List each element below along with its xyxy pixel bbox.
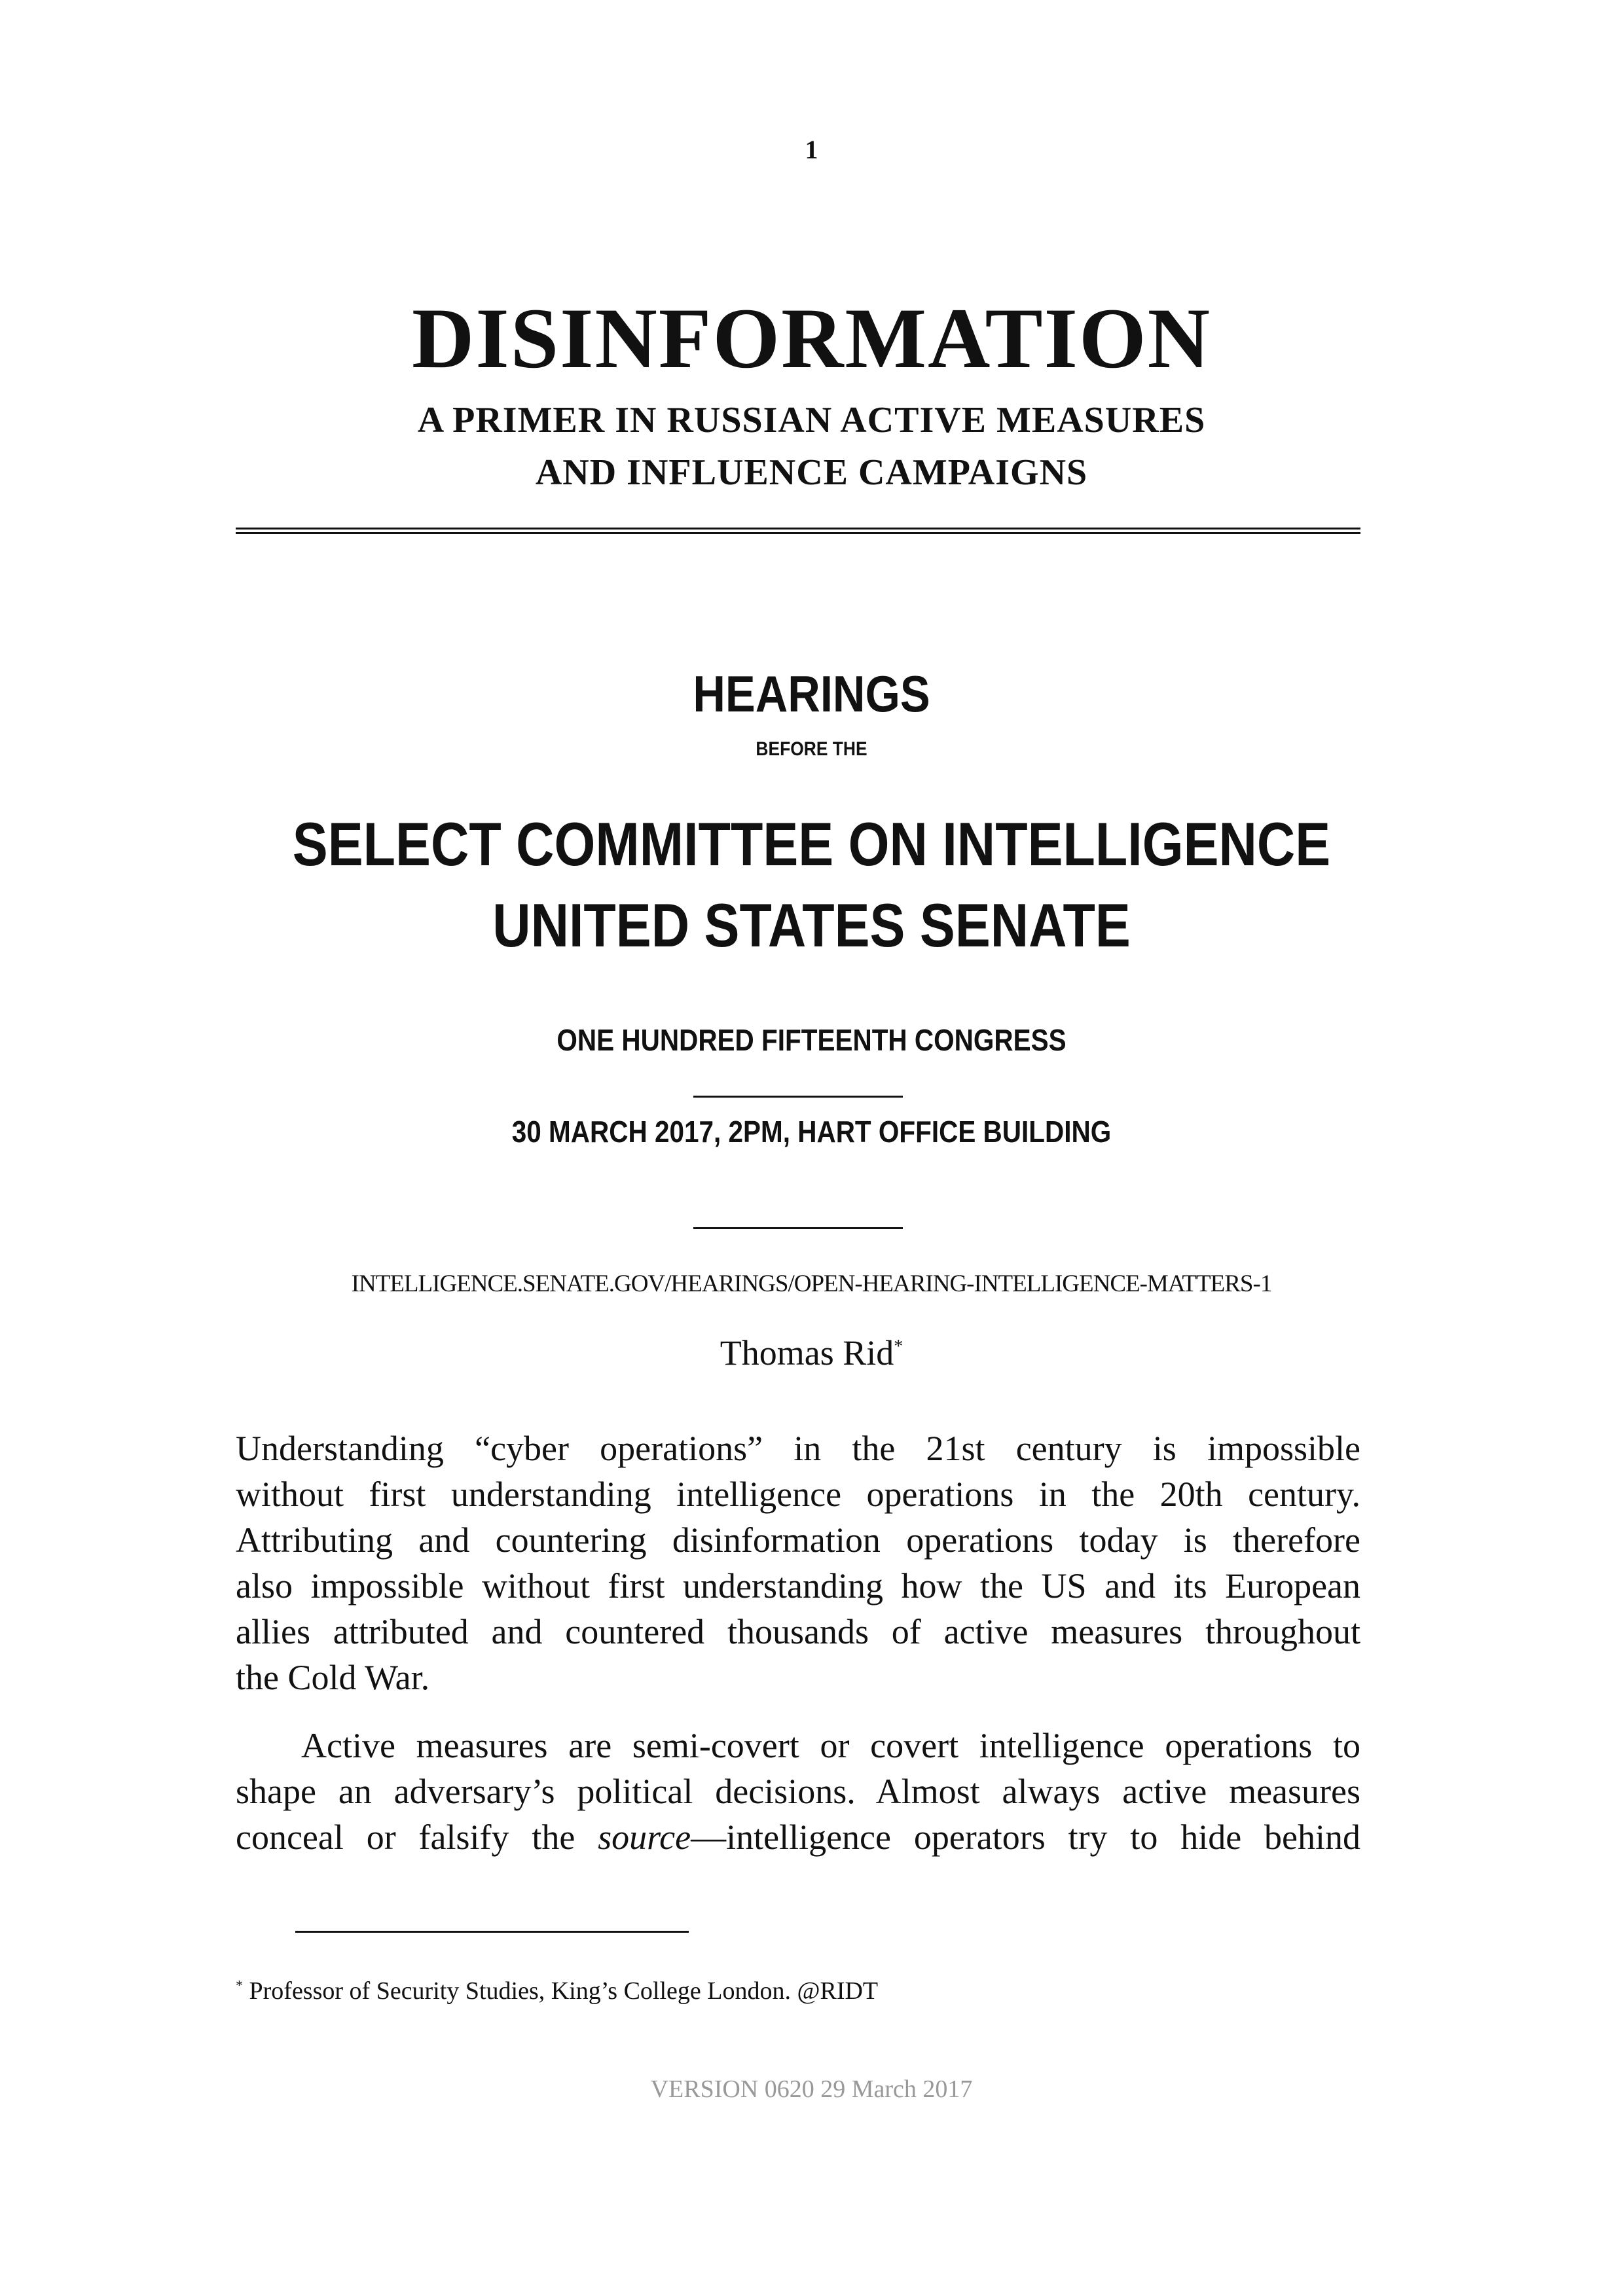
footnote-separator	[295, 1931, 689, 1933]
double-rule-divider	[236, 528, 1360, 534]
text-line: without first understanding intelligence operations in the 20th century.	[236, 1475, 1360, 1514]
document-title: DISINFORMATION	[412, 290, 1211, 386]
page-number: 1	[805, 135, 818, 164]
text-line: Attributing and countering disinformation operations today is therefore	[236, 1520, 1360, 1560]
subtitle-line-1: A PRIMER IN RUSSIAN ACTIVE MEASURES	[417, 400, 1206, 440]
short-rule-divider	[693, 1096, 903, 1098]
text-line: Understanding “cyber operations” in the 21st century is impossible	[236, 1429, 1360, 1468]
hearing-date-location: 30 MARCH 2017, 2PM, HART OFFICE BUILDING	[511, 1115, 1112, 1149]
paragraph-2	[236, 1723, 1360, 1860]
senate-name: UNITED STATES SENATE	[492, 891, 1131, 960]
committee-name: SELECT COMMITTEE ON INTELLIGENCE	[292, 810, 1331, 878]
footnote	[236, 1977, 878, 2005]
text-line: allies attributed and countered thousands of active measures throughout	[236, 1612, 1360, 1651]
footnote-marker: *	[894, 1336, 903, 1357]
paragraph-1	[236, 1426, 1360, 1700]
text-segment: —intelligence operators try to hide behind	[691, 1818, 1361, 1857]
version-stamp: VERSION 0620 29 March 2017	[650, 2075, 973, 2103]
text-line: also impossible without first understanding how the US and its European	[236, 1566, 1360, 1605]
hearing-url-link[interactable]: INTELLIGENCE.SENATE.GOV/HEARINGS/OPEN-HEARING-INTELLIGENCE-MATTERS-1	[351, 1270, 1272, 1297]
italic-emphasis: source	[598, 1818, 691, 1857]
author-name	[0, 1333, 1623, 1373]
congress-label: ONE HUNDRED FIFTEENTH CONGRESS	[556, 1023, 1067, 1057]
text-segment: conceal or falsify the	[236, 1818, 598, 1857]
hearings-heading: HEARINGS	[693, 665, 930, 723]
subtitle-line-2: AND INFLUENCE CAMPAIGNS	[535, 452, 1088, 493]
text-line	[236, 1814, 1360, 1860]
footnote-text: Professor of Security Studies, King’s College London.	[243, 1977, 797, 2005]
footnote-mark: *	[236, 1977, 243, 1994]
before-the-label: BEFORE THE	[756, 738, 867, 760]
text-line: shape an adversary’s political decisions. Almost always active measures	[236, 1772, 1360, 1811]
twitter-handle: @RIDT	[797, 1977, 879, 2005]
author-text: Thomas Rid	[720, 1333, 894, 1372]
short-rule-divider	[693, 1227, 903, 1229]
text-line: Active measures are semi-covert or covert intelligence operations to	[301, 1726, 1360, 1765]
text-line: the Cold War.	[236, 1658, 430, 1697]
